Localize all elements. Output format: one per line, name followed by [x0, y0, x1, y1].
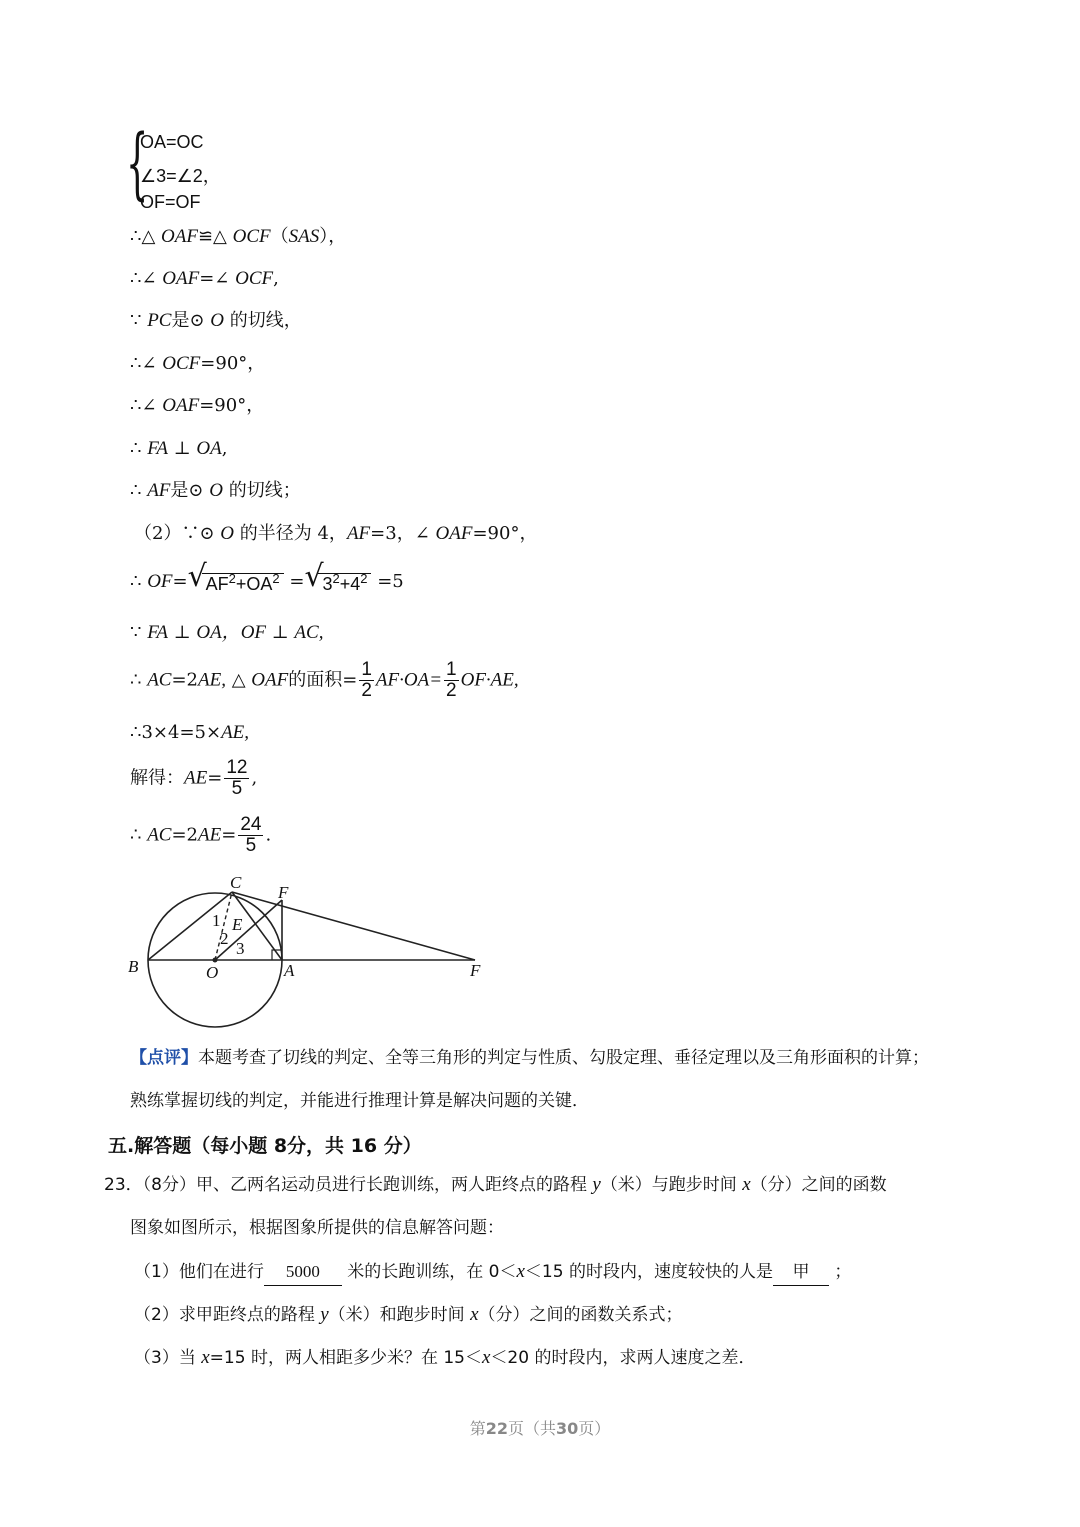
fraction-12-5: $\frac{12}{5}$: [226, 757, 248, 799]
section-title: 五.解答题（每小题 8分，共 16 分）: [108, 1135, 422, 1157]
label-o: O: [206, 963, 219, 982]
proof-line-8: （2）∵⊙ O 的半径为 4，AF=3，∠ OAF=90°，: [134, 523, 538, 544]
proof-line-6: ∴ FA ⊥ OA,: [130, 438, 228, 459]
proof-line-9: ∴ OF= √ $AF^2+OA^2$ = √ $3^2+4^2 =5$: [130, 566, 404, 598]
label-f-right: F: [470, 961, 481, 980]
equation-system: [126, 119, 266, 218]
answer-blank-faster: 甲: [773, 1259, 829, 1286]
proof-line-12: ∴3×4=5×AE,: [130, 722, 250, 743]
q23-part-1: （1）他们在进行 5000 米的长跑训练，在 0＜x＜15 的时段内，速度较快的人是 甲 ；: [134, 1259, 851, 1286]
sqrt-expression-2: √ $3^2+4^2$: [304, 566, 371, 598]
comment-tag: 【点评】: [130, 1048, 198, 1068]
proof-line-4: ∴∠ OCF=90°，: [130, 353, 266, 374]
label-angle-3: 3: [236, 939, 245, 958]
proof-line-13: 解得：AE= $\frac{12}{5}$ ,: [130, 757, 258, 799]
fraction-half-1: $\frac{1}{2}$: [361, 659, 372, 701]
label-c: C: [230, 873, 242, 892]
q23-part-3: （3）当 x=15 时，两人相距多少米？在 15＜x＜20 的时段内，求两人速度之差．: [134, 1347, 756, 1368]
geometry-figure: [120, 868, 500, 1038]
comment-line-2: 熟练掌握切线的判定，并能进行推理计算是解决问题的关键．: [130, 1091, 589, 1111]
q23-line-1: 23．（8分）甲、乙两名运动员进行长跑训练，两人距终点的路程 y（米）与跑步时间 x（分）之间的函数: [104, 1174, 887, 1195]
q23-part-2: （2）求甲距终点的路程 y（米）和跑步时间 x（分）之间的函数关系式；: [134, 1304, 683, 1325]
label-a: A: [284, 961, 295, 980]
line-cf-tangent: [232, 892, 475, 960]
fraction-half-2: $\frac{1}{2}$: [446, 659, 457, 701]
comment-line-1: 【点评】本题考查了切线的判定、全等三角形的判定与性质、勾股定理、垂径定理以及三角形面积的计算；: [130, 1048, 929, 1068]
answer-blank-distance: 5000: [264, 1259, 342, 1286]
proof-line-7: ∴ AF是⊙ O 的切线；: [130, 480, 301, 501]
proof-line-5: ∴∠ OAF=90°，: [130, 395, 265, 416]
q23-line-2: 图象如图所示，根据图象所提供的信息解答问题：: [130, 1218, 504, 1238]
proof-line-14: ∴ AC=2AE= $\frac{24}{5}$ .: [130, 814, 272, 856]
page-number: 22: [485, 1419, 508, 1438]
page-footer: 第22页（共30页）: [469, 1419, 611, 1438]
proof-line-3: ∵ PC是⊙ O 的切线，: [130, 310, 302, 331]
system-row-1: OA=OC: [140, 132, 204, 152]
label-angle-2: 2: [220, 929, 229, 948]
label-angle-1: 1: [212, 911, 221, 930]
center-dot: [213, 958, 218, 963]
fraction-24-5: $\frac{24}{5}$: [240, 814, 262, 856]
left-brace: {: [126, 119, 149, 209]
label-e: E: [232, 915, 243, 934]
proof-line-10: ∵ FA ⊥ OA，OF ⊥ AC,: [130, 622, 324, 643]
sqrt-expression-1: √ $AF^2+OA^2$: [188, 566, 284, 598]
proof-line-1: ∴△ OAF≌△ OCF（SAS），: [130, 226, 347, 247]
proof-line-11: ∴ AC=2AE, △ OAF的面积= $\frac{1}{2}$ AF·OA= $\frac{1}{2}$ OF·AE,: [130, 659, 519, 701]
page-total: 30: [556, 1419, 579, 1438]
proof-line-2: ∴∠ OAF=∠ OCF,: [130, 268, 279, 289]
label-b: B: [128, 957, 139, 976]
system-row-2: ∠3=∠2，: [140, 166, 221, 186]
system-row-3: OF=OF: [140, 192, 201, 212]
label-f-top: F: [278, 883, 289, 902]
